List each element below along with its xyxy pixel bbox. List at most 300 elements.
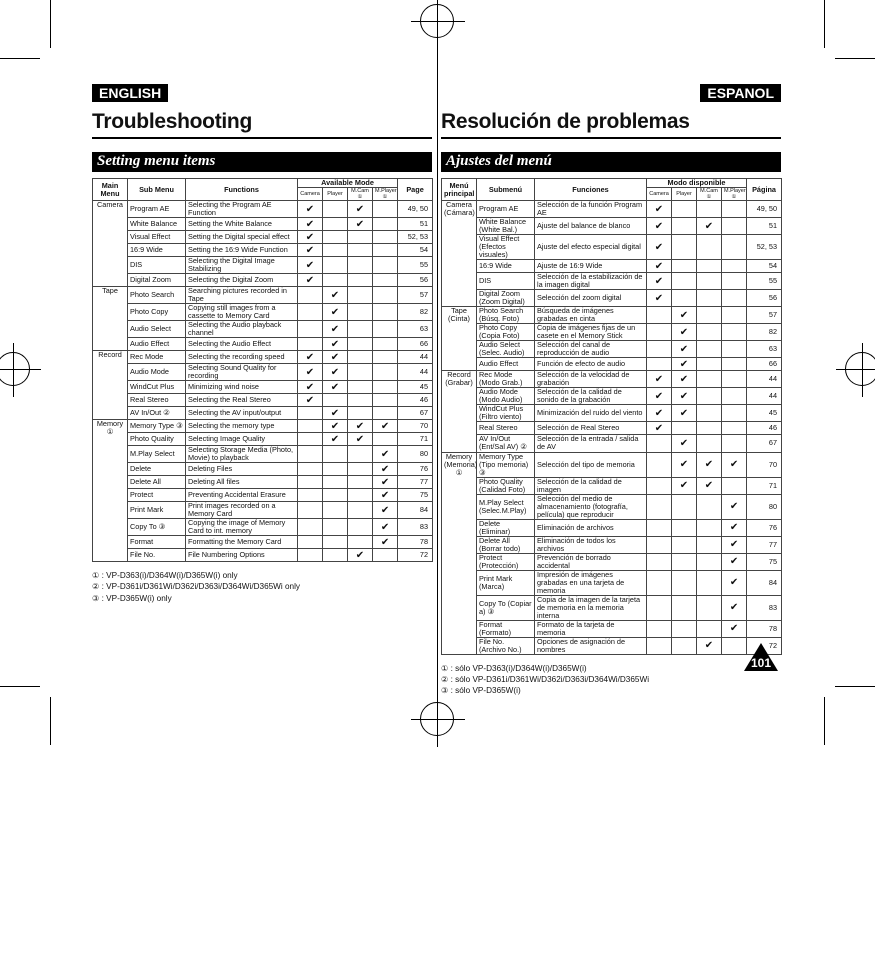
sub-menu-cell: Audio Select (Selec. Audio) [477, 341, 535, 358]
sub-menu-cell: Audio Mode [128, 364, 186, 381]
mode-cell [647, 595, 672, 620]
function-cell: Formatting the Memory Card [186, 536, 298, 549]
mode-cell [672, 620, 697, 637]
header-mplayer: M.Player ① [373, 188, 398, 201]
mode-cell [373, 231, 398, 244]
page-cell: 67 [747, 435, 782, 452]
mode-cell [697, 273, 722, 290]
page-title: Resolución de problemas [441, 110, 781, 139]
page-cell: 78 [747, 620, 782, 637]
mode-cell [348, 231, 373, 244]
mode-cell [672, 273, 697, 290]
mode-cell [298, 407, 323, 420]
function-cell: Selección de la estabilización de la imagen digital [535, 273, 647, 290]
mode-cell [672, 201, 697, 218]
header-main-menu: Menú principal [442, 179, 477, 201]
page-cell: 80 [398, 446, 433, 463]
check-mark-icon: ✔ [323, 364, 348, 381]
crop-mark [835, 58, 875, 59]
sub-menu-cell: White Balance (White Bal.) [477, 218, 535, 235]
header-camera: Camera [647, 188, 672, 201]
center-fold-line [437, 0, 438, 700]
footnotes [92, 570, 432, 603]
table-row [442, 388, 782, 405]
check-mark-icon: ✔ [697, 477, 722, 494]
table-row [442, 477, 782, 494]
page-cell: 51 [398, 218, 433, 231]
sub-menu-cell: WindCut Plus (Filtro viento) [477, 405, 535, 422]
page-cell: 78 [398, 536, 433, 549]
page-cell: 46 [398, 394, 433, 407]
mode-cell [722, 358, 747, 371]
main-menu-cell: Memory ① [93, 420, 128, 562]
table-row [442, 201, 782, 218]
sub-menu-cell: M.Play Select (Selec.M.Play) [477, 494, 535, 519]
mode-cell [672, 290, 697, 307]
sub-menu-cell: Delete All (Borrar todo) [477, 536, 535, 553]
header-player: Player [323, 188, 348, 201]
mode-cell [348, 381, 373, 394]
registration-mark-icon [420, 4, 454, 38]
settings-table [92, 178, 433, 562]
check-mark-icon: ✔ [323, 338, 348, 351]
mode-cell [348, 244, 373, 257]
check-mark-icon: ✔ [722, 536, 747, 553]
mode-cell [373, 304, 398, 321]
sub-menu-cell: Rec Mode (Modo Grab.) [477, 371, 535, 388]
page-cell: 63 [747, 341, 782, 358]
table-row [442, 553, 782, 570]
mode-cell [647, 536, 672, 553]
function-cell: Selecting the recording speed [186, 351, 298, 364]
check-mark-icon: ✔ [647, 273, 672, 290]
mode-cell [348, 463, 373, 476]
page-cell: 49, 50 [398, 201, 433, 218]
table-row [442, 290, 782, 307]
mode-cell [323, 231, 348, 244]
mode-cell [348, 321, 373, 338]
page-cell: 55 [747, 273, 782, 290]
check-mark-icon: ✔ [672, 341, 697, 358]
table-row [93, 244, 433, 257]
function-cell: Selección de la velocidad de grabación [535, 371, 647, 388]
mode-cell [348, 536, 373, 549]
mode-cell [373, 549, 398, 562]
sub-menu-cell: Program AE [477, 201, 535, 218]
mode-cell [697, 371, 722, 388]
mode-cell [348, 502, 373, 519]
sub-menu-cell: Photo Quality (Calidad Foto) [477, 477, 535, 494]
function-cell: Selección de la calidad de imagen [535, 477, 647, 494]
check-mark-icon: ✔ [672, 388, 697, 405]
footnote: ① : sólo VP-D363(i)/D364W(i)/D365W(i) [441, 663, 587, 673]
page-cell: 54 [398, 244, 433, 257]
sub-menu-cell: Visual Effect [128, 231, 186, 244]
header-functions: Funciones [535, 179, 647, 201]
main-menu-cell: Memory (Memoria) ① [442, 452, 477, 654]
check-mark-icon: ✔ [647, 388, 672, 405]
check-mark-icon: ✔ [373, 536, 398, 549]
mode-cell [647, 620, 672, 637]
table-row [93, 420, 433, 433]
page-cell: 66 [398, 338, 433, 351]
mode-cell [348, 338, 373, 351]
mode-cell [323, 394, 348, 407]
crop-mark [0, 686, 40, 687]
sub-menu-cell: Real Stereo [128, 394, 186, 407]
page-cell: 75 [398, 489, 433, 502]
mode-cell [373, 218, 398, 231]
table-row [442, 595, 782, 620]
mode-cell [373, 244, 398, 257]
page-cell: 76 [398, 463, 433, 476]
header-player: Player [672, 188, 697, 201]
mode-cell [722, 273, 747, 290]
footnote: ② : VP-D361i/D361Wi/D362i/D363i/D364Wi/D365Wi only [92, 582, 301, 592]
mode-cell [697, 388, 722, 405]
function-cell: Función de efecto de audio [535, 358, 647, 371]
table-row [93, 476, 433, 489]
check-mark-icon: ✔ [298, 257, 323, 274]
page-cell: 83 [747, 595, 782, 620]
function-cell: Copying still images from a cassette to Memory Card [186, 304, 298, 321]
table-row [93, 257, 433, 274]
registration-mark-icon [420, 702, 454, 736]
check-mark-icon: ✔ [697, 218, 722, 235]
sub-menu-cell: Visual Effect (Efectos visuales) [477, 235, 535, 260]
mode-cell [323, 244, 348, 257]
function-cell: Selección de la función Program AE [535, 201, 647, 218]
settings-table [441, 178, 782, 655]
sub-menu-cell: White Balance [128, 218, 186, 231]
mode-cell [672, 260, 697, 273]
check-mark-icon: ✔ [722, 570, 747, 595]
function-cell: Print images recorded on a Memory Card [186, 502, 298, 519]
sub-menu-cell: Copy To (Copiar a) ③ [477, 595, 535, 620]
mode-cell [323, 502, 348, 519]
page-cell: 66 [747, 358, 782, 371]
mode-cell [298, 420, 323, 433]
table-row [93, 287, 433, 304]
mode-cell [722, 201, 747, 218]
function-cell: Formato de la tarjeta de memoria [535, 620, 647, 637]
page-cell: 72 [398, 549, 433, 562]
check-mark-icon: ✔ [323, 287, 348, 304]
mode-cell [722, 307, 747, 324]
table-row [93, 201, 433, 218]
page-cell: 75 [747, 553, 782, 570]
table-row [442, 341, 782, 358]
main-menu-cell: Tape [93, 287, 128, 351]
table-row [442, 371, 782, 388]
mode-cell [298, 287, 323, 304]
table-row [442, 218, 782, 235]
check-mark-icon: ✔ [722, 519, 747, 536]
mode-cell [373, 394, 398, 407]
table-row [93, 463, 433, 476]
table-row [442, 570, 782, 595]
check-mark-icon: ✔ [672, 452, 697, 477]
sub-menu-cell: Digital Zoom (Zoom Digital) [477, 290, 535, 307]
function-cell: Ajuste del efecto especial digital [535, 235, 647, 260]
english-column [92, 84, 432, 604]
check-mark-icon: ✔ [672, 435, 697, 452]
page-cell: 57 [747, 307, 782, 324]
mode-cell [348, 304, 373, 321]
sub-menu-cell: Delete [128, 463, 186, 476]
table-row [93, 381, 433, 394]
table-row [93, 549, 433, 562]
mode-cell [348, 407, 373, 420]
sub-menu-cell: Photo Copy (Copia Foto) [477, 324, 535, 341]
table-row [442, 536, 782, 553]
function-cell: Selecting the Digital Zoom [186, 274, 298, 287]
check-mark-icon: ✔ [298, 231, 323, 244]
sub-menu-cell: DIS [477, 273, 535, 290]
check-mark-icon: ✔ [722, 620, 747, 637]
sub-menu-cell: 16:9 Wide [477, 260, 535, 273]
page-cell: 63 [398, 321, 433, 338]
check-mark-icon: ✔ [323, 433, 348, 446]
main-menu-cell: Tape (Cinta) [442, 307, 477, 371]
crop-mark [50, 0, 51, 48]
table-row [442, 307, 782, 324]
mode-cell [298, 519, 323, 536]
table-row [442, 494, 782, 519]
mode-cell [323, 476, 348, 489]
sub-menu-cell: Format (Formato) [477, 620, 535, 637]
check-mark-icon: ✔ [373, 476, 398, 489]
function-cell: Selección del canal de reproducción de audio [535, 341, 647, 358]
section-title: Ajustes del menú [441, 152, 781, 172]
mode-cell [722, 341, 747, 358]
sub-menu-cell: Delete All [128, 476, 186, 489]
check-mark-icon: ✔ [348, 549, 373, 562]
mode-cell [373, 364, 398, 381]
page-title: Troubleshooting [92, 110, 432, 139]
function-cell: Preventing Accidental Erasure [186, 489, 298, 502]
check-mark-icon: ✔ [373, 446, 398, 463]
table-body [93, 201, 433, 562]
table-row [93, 489, 433, 502]
page-cell: 45 [398, 381, 433, 394]
sub-menu-cell: Print Mark (Marca) [477, 570, 535, 595]
mode-cell [722, 477, 747, 494]
page-cell: 67 [398, 407, 433, 420]
check-mark-icon: ✔ [373, 489, 398, 502]
mode-cell [647, 570, 672, 595]
table-row [93, 321, 433, 338]
sub-menu-cell: Digital Zoom [128, 274, 186, 287]
mode-cell [722, 422, 747, 435]
function-cell: Opciones de asignación de nombres [535, 637, 647, 654]
section-title: Setting menu items [92, 152, 432, 172]
table-row [442, 324, 782, 341]
table-row [442, 435, 782, 452]
table-row [93, 433, 433, 446]
mode-cell [697, 536, 722, 553]
sub-menu-cell: Audio Effect [477, 358, 535, 371]
mode-cell [647, 519, 672, 536]
check-mark-icon: ✔ [697, 452, 722, 477]
mode-cell [323, 489, 348, 502]
sub-menu-cell: Memory Type ③ [128, 420, 186, 433]
check-mark-icon: ✔ [323, 381, 348, 394]
mode-cell [672, 553, 697, 570]
sub-menu-cell: Format [128, 536, 186, 549]
page-cell: 46 [747, 422, 782, 435]
mode-cell [697, 358, 722, 371]
language-label: ENGLISH [92, 84, 168, 102]
sub-menu-cell: Print Mark [128, 502, 186, 519]
table-row [442, 260, 782, 273]
mode-cell [373, 274, 398, 287]
sub-menu-cell: Protect [128, 489, 186, 502]
function-cell: Selecting the Audio playback channel [186, 321, 298, 338]
function-cell: Selecting the memory type [186, 420, 298, 433]
mode-cell [348, 519, 373, 536]
header-main-menu: Main Menu [93, 179, 128, 201]
check-mark-icon: ✔ [722, 595, 747, 620]
mode-cell [672, 536, 697, 553]
page-cell: 55 [398, 257, 433, 274]
page-cell: 80 [747, 494, 782, 519]
check-mark-icon: ✔ [348, 218, 373, 231]
function-cell: Selección de Real Stereo [535, 422, 647, 435]
function-cell: Selección de la calidad de sonido de la grabación [535, 388, 647, 405]
function-cell: Setting the Digital special effect [186, 231, 298, 244]
function-cell: Copia de imágenes fijas de un casete en el Memory Stick [535, 324, 647, 341]
table-row [93, 364, 433, 381]
mode-cell [323, 201, 348, 218]
check-mark-icon: ✔ [647, 422, 672, 435]
table-row [93, 502, 433, 519]
page-cell: 56 [398, 274, 433, 287]
mode-cell [373, 321, 398, 338]
check-mark-icon: ✔ [348, 201, 373, 218]
function-cell: Selecting the Digital Image Stabilizing [186, 257, 298, 274]
function-cell: Eliminación de archivos [535, 519, 647, 536]
sub-menu-cell: Photo Search (Búsq. Foto) [477, 307, 535, 324]
header-page: Página [747, 179, 782, 201]
mode-cell [647, 341, 672, 358]
page-cell: 71 [398, 433, 433, 446]
check-mark-icon: ✔ [323, 351, 348, 364]
language-label: ESPANOL [700, 84, 781, 102]
table-row [442, 358, 782, 371]
check-mark-icon: ✔ [647, 201, 672, 218]
header-functions: Functions [186, 179, 298, 201]
sub-menu-cell: Photo Search [128, 287, 186, 304]
mode-cell [298, 476, 323, 489]
check-mark-icon: ✔ [298, 351, 323, 364]
check-mark-icon: ✔ [323, 304, 348, 321]
header-sub-menu: Submenú [477, 179, 535, 201]
header-mcam: M.Cam ① [697, 188, 722, 201]
sub-menu-cell: 16:9 Wide [128, 244, 186, 257]
check-mark-icon: ✔ [672, 477, 697, 494]
function-cell: Impresión de imágenes grabadas en una tarjeta de memoria [535, 570, 647, 595]
registration-mark-icon [845, 352, 875, 386]
table-row [442, 273, 782, 290]
function-cell: Selecting Storage Media (Photo, Movie) to playback [186, 446, 298, 463]
check-mark-icon: ✔ [348, 433, 373, 446]
footnote: ③ : VP-D365W(i) only [92, 593, 172, 603]
page-cell: 77 [747, 536, 782, 553]
function-cell: Selecting the AV input/output [186, 407, 298, 420]
function-cell: Setting the 16:9 Wide Function [186, 244, 298, 257]
function-cell: Selecting Image Quality [186, 433, 298, 446]
header-page: Page [398, 179, 433, 201]
mode-cell [373, 433, 398, 446]
crop-mark [0, 58, 40, 59]
registration-mark-icon [0, 352, 30, 386]
mode-cell [323, 549, 348, 562]
table-row [93, 231, 433, 244]
header-available-mode: Modo disponible [647, 179, 747, 188]
mode-cell [697, 553, 722, 570]
sub-menu-cell: File No. [128, 549, 186, 562]
table-row [93, 304, 433, 321]
mode-cell [348, 364, 373, 381]
function-cell: Copia de la imagen de la tarjeta de memoria en la memoria interna [535, 595, 647, 620]
function-cell: Selección del medio de almacenamiento (fotografía, película) que reproducir [535, 494, 647, 519]
check-mark-icon: ✔ [672, 307, 697, 324]
sub-menu-cell: Memory Type (Tipo memoria) ③ [477, 452, 535, 477]
crop-mark [824, 697, 825, 745]
mode-cell [672, 494, 697, 519]
function-cell: Selecting the Program AE Function [186, 201, 298, 218]
table-row [93, 218, 433, 231]
mode-cell [348, 274, 373, 287]
page-cell: 52, 53 [398, 231, 433, 244]
spanish-column [441, 84, 781, 696]
table-row [93, 519, 433, 536]
mode-cell [348, 489, 373, 502]
check-mark-icon: ✔ [373, 420, 398, 433]
mode-cell [298, 502, 323, 519]
mode-cell [647, 307, 672, 324]
check-mark-icon: ✔ [722, 494, 747, 519]
page-cell: 72 [747, 637, 782, 654]
check-mark-icon: ✔ [647, 405, 672, 422]
sub-menu-cell: Copy To ③ [128, 519, 186, 536]
page-cell: 45 [747, 405, 782, 422]
mode-cell [697, 519, 722, 536]
mode-cell [672, 570, 697, 595]
mode-cell [373, 201, 398, 218]
check-mark-icon: ✔ [672, 405, 697, 422]
page-cell: 84 [398, 502, 433, 519]
check-mark-icon: ✔ [647, 371, 672, 388]
mode-cell [722, 324, 747, 341]
page-cell: 49, 50 [747, 201, 782, 218]
page-cell: 44 [747, 388, 782, 405]
table-row [442, 452, 782, 477]
mode-cell [672, 235, 697, 260]
mode-cell [697, 307, 722, 324]
table-row [442, 405, 782, 422]
mode-cell [373, 407, 398, 420]
check-mark-icon: ✔ [647, 260, 672, 273]
mode-cell [373, 351, 398, 364]
mode-cell [298, 446, 323, 463]
mode-cell [348, 351, 373, 364]
check-mark-icon: ✔ [298, 381, 323, 394]
function-cell: Selección de la entrada / salida de AV [535, 435, 647, 452]
mode-cell [647, 452, 672, 477]
check-mark-icon: ✔ [298, 201, 323, 218]
